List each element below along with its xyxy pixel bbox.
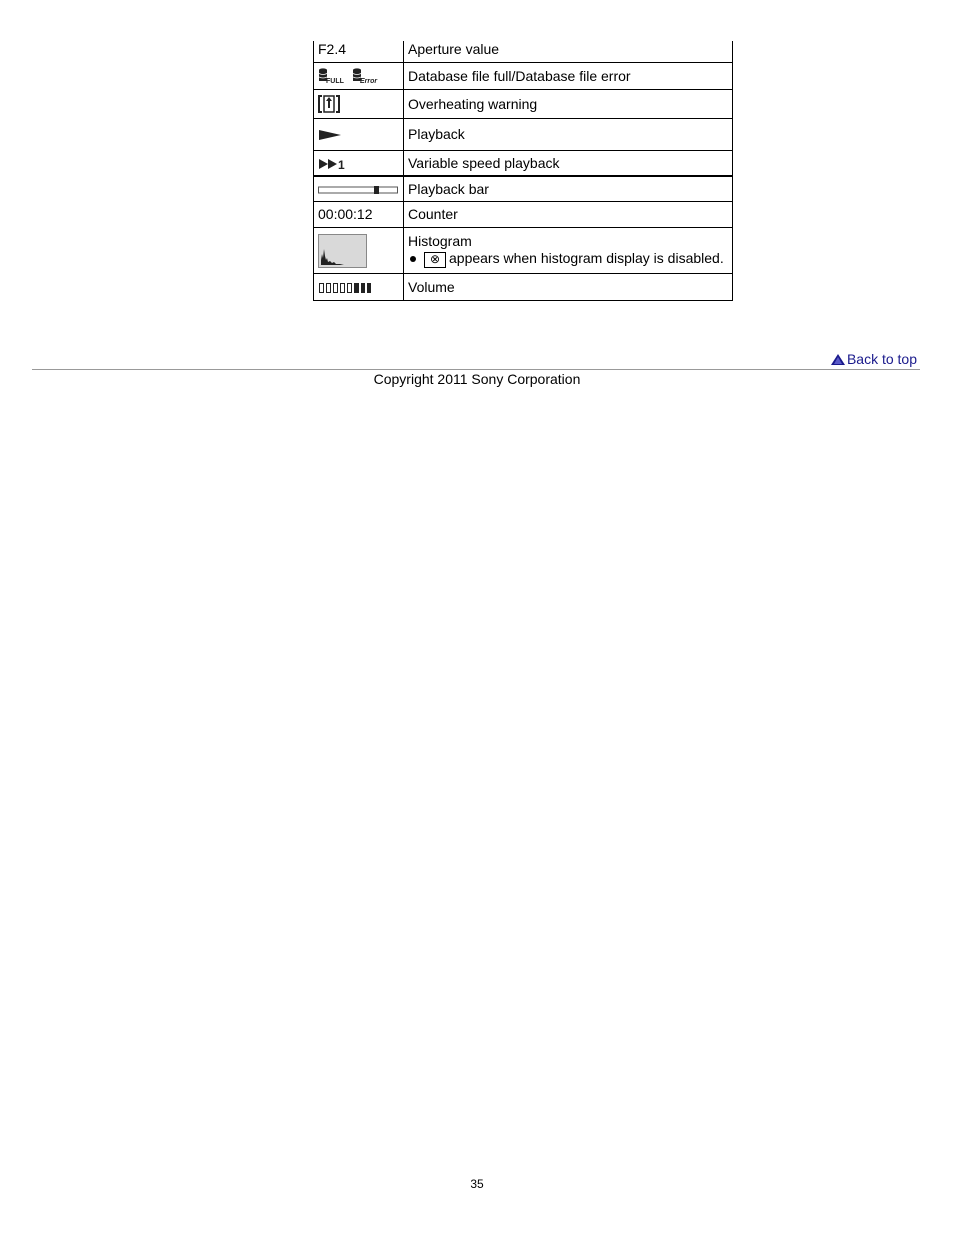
table-row	[314, 90, 733, 119]
database-full-icon	[318, 67, 348, 85]
row-description: Volume	[404, 274, 733, 301]
histogram-description-cell	[404, 228, 733, 274]
overheating-icon	[318, 95, 340, 113]
variable-speed-icon	[318, 157, 348, 171]
table-row	[314, 119, 733, 151]
table-row	[314, 176, 733, 202]
playback-bar-cell	[314, 176, 404, 202]
speed-digit: 1	[338, 157, 345, 171]
playback-icon	[318, 128, 342, 142]
back-to-top-link[interactable]	[831, 351, 917, 367]
row-description: Variable speed playback	[404, 151, 733, 177]
histogram-cell	[314, 228, 404, 274]
histogram-note-text: appears when histogram display is disabled.	[449, 250, 724, 267]
back-to-top-label: Back to top	[846, 351, 917, 367]
table-row	[314, 274, 733, 301]
footer-divider	[32, 369, 920, 370]
row-description: Overheating warning	[404, 90, 733, 119]
playback-cell	[314, 119, 404, 151]
variable-speed-cell	[314, 151, 404, 177]
row-description: Histogram	[408, 233, 472, 250]
counter-cell: 00:00:12	[314, 202, 404, 228]
db-full-label: FULL	[326, 78, 344, 86]
table-row	[314, 151, 733, 177]
copyright: Copyright 2011 Sony Corporation	[373, 371, 581, 387]
database-error-icon	[352, 67, 382, 85]
playback-bar-icon	[318, 185, 398, 195]
aperture-value-cell: F2.4	[314, 41, 404, 63]
histogram-note	[408, 250, 724, 266]
table-row	[314, 41, 733, 63]
histogram-disabled-icon: ⊗	[424, 252, 446, 268]
table-row	[314, 202, 733, 228]
row-description: Aperture value	[404, 41, 733, 63]
triangle-up-icon	[831, 354, 845, 365]
volume-icon	[318, 282, 372, 294]
row-description: Database file full/Database file error	[404, 63, 733, 90]
row-description: Playback	[404, 119, 733, 151]
histogram-icon	[318, 234, 368, 268]
volume-cell	[314, 274, 404, 301]
row-description: Playback bar	[404, 176, 733, 202]
db-error-label: Error	[359, 78, 378, 86]
overheating-cell	[314, 90, 404, 119]
table-row	[314, 63, 733, 90]
table-row	[314, 228, 733, 274]
page-number: 35	[470, 1177, 484, 1191]
database-icons-cell	[314, 63, 404, 90]
row-description: Counter	[404, 202, 733, 228]
icon-table	[313, 41, 733, 301]
bullet-icon	[410, 256, 416, 262]
